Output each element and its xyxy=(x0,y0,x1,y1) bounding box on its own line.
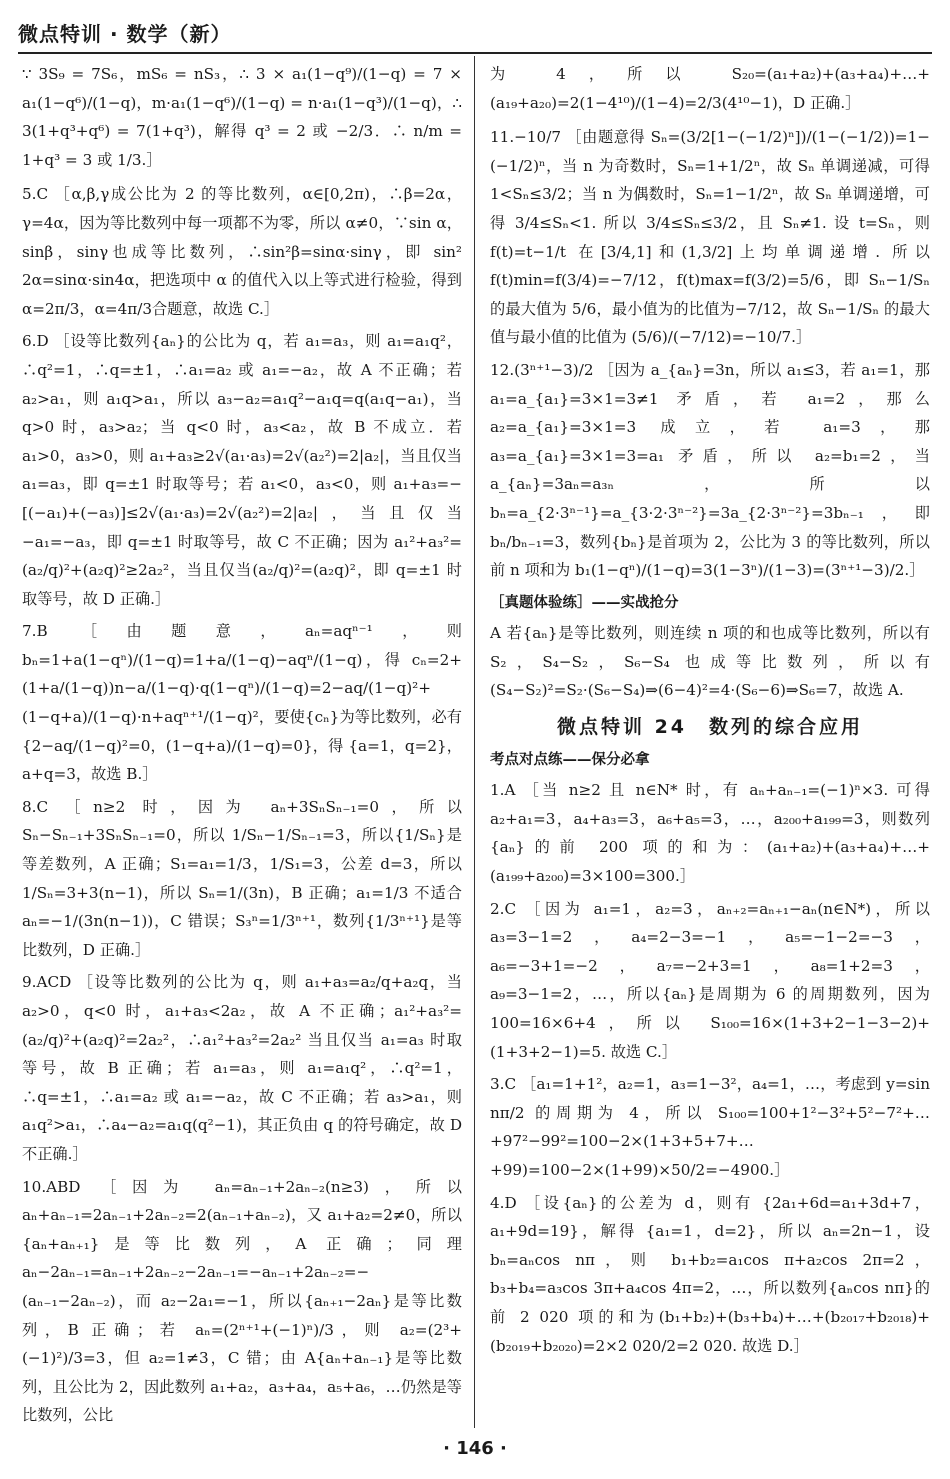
section24-answer-3: 3.C ［a₁=1+1²，a₂=1，a₃=1−3²，a₄=1，…，考虑到 y=sin nπ/2 的周期为 4，所以 S₁₀₀=100+1²−3²+5²−7²+…+97²−99²=100−2×(1+3+5+7+…+99)=100−2×(1+99)×50/2=−4900.］ xyxy=(490,1075,930,1179)
answer-12: 12.(3ⁿ⁺¹−3)/2 ［因为 a_{aₙ}=3n，所以 a₁≤3，若 a₁=1，那 a₁=a_{a₁}=3×1=3≠1 矛盾，若 a₁=2，那么 a₂=a_{a₁}=3×1=3 成立，若 a₁=3，那 a₃=a_{a₁}=3×1=3=a₁ 矛盾，所以 a₂=b₁=2，当 a_{aₙ}=3aₙ=a₃ₙ，所以 bₙ=a_{2·3ⁿ⁻¹}=a_{3·2·3ⁿ⁻²}=3a_{2·3ⁿ⁻²}=3bₙ₋₁，即 bₙ/bₙ₋₁=3，数列{bₙ}是首项为 2，公比为 3 的等比数列，所以前 n 项和为 b₁(1−qⁿ)/(1−q)=3(1−3ⁿ)/(1−3)=(3ⁿ⁺¹−3)/2.］ xyxy=(490,360,930,580)
answer-4-continued: ∵ 3S₉ = 7S₆，mS₆ = nS₃，∴ 3 × a₁(1−q⁹)/(1−q) = 7 × a₁(1−q⁶)/(1−q)，m·a₁(1−q⁶)/(1−q) = n·a₁(1−q³)/(1−q)，∴ 3(1+q³+q⁶) = 7(1+q³)，解得 q³ = 2 或 −2/3．∴ n/m = 1+q³ = 3 或 1/3.］ xyxy=(22,65,462,169)
answer-11: 11.−10/7 ［由题意得 Sₙ=(3/2[1−(−1/2)ⁿ])/(1−(−1/2))=1−(−1/2)ⁿ，当 n 为奇数时，Sₙ=1+1/2ⁿ，故 Sₙ 单调递减，可得 1<Sₙ≤3/2；当 n 为偶数时，Sₙ=1−1/2ⁿ，故 Sₙ 单调递增，可得 3/4≤Sₙ<1. 所以 3/4≤Sₙ≤3/2，且 Sₙ≠1. 设 t=Sₙ，则 f(t)=t−1/t 在[3/4,1]和(1,3/2]上均单调递增. 所以 f(t)min=f(3/4)=−7/12，f(t)max=f(3/2)=5/6，即 Sₙ−1/Sₙ 的最大值为 5/6，最小值为的比值为−7/12，故 Sₙ−1/Sₙ 的最大值与最小值的比值为 (5/6)/(−7/12)=−10/7.］ xyxy=(490,128,930,347)
section24-answer-4: 4.D ［设{aₙ}的公差为 d，则有 {2a₁+6d=a₁+3d+7，a₁+9d=19}，解得 {a₁=1，d=2}，所以 aₙ=2n−1，设 bₙ=aₙcos nπ，则 b₁+b₂=a₁cos π+a₂cos 2π=2，b₃+b₄=a₃cos 3π+a₄cos 4π=2，…，所以数列{aₙcos nπ}的前 2 020 项的和为(b₁+b₂)+(b₃+b₄)+…+(b₂₀₁₇+b₂₀₁₈)+(b₂₀₁₉+b₂₀₂₀)=2×2 020/2=2 020. 故选 D.］ xyxy=(490,1193,930,1355)
section24-answer-1: 1.A ［当 n≥2 且 n∈N* 时，有 aₙ+aₙ₋₁=(−1)ⁿ×3. 可得 a₂+a₁=3，a₄+a₃=3，a₆+a₅=3，…，a₂₀₀+a₁₉₉=3，则数列{aₙ}的前 200 项的和为：(a₁+a₂)+(a₃+a₄)+…+(a₁₉₉+a₂₀₀)=3×100=300.］ xyxy=(490,781,930,886)
answer-5: 5.C ［α,β,γ成公比为 2 的等比数列，α∈[0,2π)，∴β=2α，γ=4α，因为等比数列中每一项都不为零，所以 α≠0，∵sin α，sinβ，sinγ也成等比数列，∴sin²β=sinα·sinγ，即 sin² 2α=sinα·sin4α，把选项中 α 的值代入以上等式进行检验，得到 α=2π/3，α=4π/3合题意，故选 C.］ xyxy=(22,185,462,318)
header-title: 微点特训 · 数学（新） xyxy=(18,22,232,46)
answer-10: 10.ABD ［因为 aₙ=aₙ₋₁+2aₙ₋₂(n≥3)，所以 aₙ+aₙ₋₁=2aₙ₋₁+2aₙ₋₂=2(aₙ₋₁+aₙ₋₂)，又 a₁+a₂=2≠0，所以{aₙ+aₙ₊₁}是等比数列，A 正确；同理 aₙ−2aₙ₋₁=aₙ₋₁+2aₙ₋₂−2aₙ₋₁=−aₙ₋₁+2aₙ₋₂=−(aₙ₋₁−2aₙ₋₂)，而 a₂−2a₁=−1，所以{aₙ₊₁−2aₙ}是等比数列，B 正确；若 aₙ=(2ⁿ⁺¹+(−1)ⁿ)/3，则 a₂=(2³+(−1)²)/3=3，但 a₂=1≠3，C 错；由 A{aₙ+aₙ₋₁}是等比数列，且公比为 2，因此数列 a₁+a₂，a₃+a₄，a₅+a₆，…仍然是等比数列，公比 xyxy=(22,1177,462,1425)
page-number: · 146 · xyxy=(443,1438,507,1459)
left-column xyxy=(22,60,462,1434)
answer-6: 6.D ［设等比数列{aₙ}的公比为 q，若 a₁=a₃，则 a₁=a₁q²，∴q²=1，∴q=±1，∴a₁=a₂ 或 a₁=−a₂，故 A 不正确；若 a₂>a₁，则 a₁q>a₁，所以 a₃−a₂=a₁q²−a₁q=q(a₁q−a₁)，当 q>0 时，a₃>a₂；当 q<0 时，a₃<a₂，故 B 不成立．若 a₁>0，a₃>0，则 a₁+a₃≥2√(a₁·a₃)=2√(a₂²)=2|a₂|，当且仅当 a₁=a₃，即 q=±1 时取等号；若 a₁<0，a₃<0，则 a₁+a₃=−[(−a₁)+(−a₃)]≤2√(a₁·a₃)=2√(a₂²)=2|a₂|，当且仅当−a₁=−a₃，即 q=±1 时取等号，故 C 不正确；因为 a₁²+a₃²=(a₂/q)²+(a₂q)²≥2a₂²，当且仅当(a₂/q)²=(a₂q)²，即 q=±1 时取等号，故 D 正确.］ xyxy=(22,332,462,608)
answer-7: 7.B ［由题意，aₙ=aqⁿ⁻¹，则 bₙ=1+a(1−qⁿ)/(1−q)=1+a/(1−q)−aqⁿ/(1−q)，得 cₙ=2+(1+a/(1−q))n−a/(1−q)·q(1−qⁿ)/(1−q)=2−aq/(1−q)²+(1−q+a)/(1−q)·n+aqⁿ⁺¹/(1−q)²，要使{cₙ}为等比数列，必有 {2−aq/(1−q)²=0，(1−q+a)/(1−q)=0}，得 {a=1，q=2}，a+q=3，故选 B.］ xyxy=(22,622,462,784)
subsection-heading-zhenti: ［真题体验练］——实战抢分 xyxy=(490,594,679,611)
column-divider xyxy=(474,56,475,1428)
answer-10-continued: 为 4，所以 S₂₀=(a₁+a₂)+(a₃+a₄)+…+(a₁₉+a₂₀)=2(1−4¹⁰)/(1−4)=2/3(4¹⁰−1)，D 正确.］ xyxy=(490,65,930,112)
answer-8: 8.C ［n≥2 时，因为 aₙ+3SₙSₙ₋₁=0，所以 Sₙ−Sₙ₋₁+3SₙSₙ₋₁=0，所以 1/Sₙ−1/Sₙ₋₁=3，所以{1/Sₙ}是等差数列，A 正确；S₁=a₁=1/3，1/S₁=3，公差 d=3，所以 1/Sₙ=3+3(n−1)，所以 Sₙ=1/(3n)，B 正确；a₁=1/3 不适合 aₙ=−1/(3n(n−1))，C 错误；S₃ⁿ=1/3ⁿ⁺¹，数列{1/3ⁿ⁺¹}是等比数列，D 正确.］ xyxy=(22,797,462,959)
subsection-heading-kaodian: 考点对点练——保分必拿 xyxy=(490,751,650,768)
section-title-24: 微点特训 24 数列的综合应用 xyxy=(556,716,864,739)
right-column xyxy=(490,60,930,1364)
answer-9: 9.ACD ［设等比数列的公比为 q，则 a₁+a₃=a₂/q+a₂q，当 a₂>0，q<0 时，a₁+a₃<2a₂，故 A 不正确；a₁²+a₃²=(a₂/q)²+(a₂q)²=2a₂²，∴a₁²+a₃²=2a₂² 当且仅当 a₁=a₃ 时取等号，故 B 正确；若 a₁=a₃，则 a₁=a₁q²，∴q²=1，∴q=±1，∴a₁=a₂ 或 a₁=−a₂，故 C 不正确；若 a₃>a₁，则 a₁q²>a₁，∴a₄−a₂=a₁q(q²−1)，其正负由 q 的符号确定，故 D 不正确.］ xyxy=(22,973,462,1163)
page-header xyxy=(18,8,932,54)
answer-zhenti: A 若{aₙ}是等比数列，则连续 n 项的和也成等比数列，所以有 S₂，S₄−S₂，S₆−S₄ 也成等比数列，所以有(S₄−S₂)²=S₂·(S₆−S₄)⇒(6−4)²=4·(S₆−6)⇒S₆=7，故选 A. xyxy=(490,624,930,700)
section24-answer-2: 2.C ［因为 a₁=1，a₂=3，aₙ₊₂=aₙ₊₁−aₙ(n∈N*)，所以 a₃=3−1=2，a₄=2−3=−1，a₅=−1−2=−3，a₆=−3+1=−2，a₇=−2+3=1，a₈=1+2=3，a₉=3−1=2，…，所以{aₙ}是周期为 6 的周期数列，因为 100=16×6+4，所以 S₁₀₀=16×(1+3+2−1−3−2)+(1+3+2−1)=5. 故选 C.］ xyxy=(490,899,930,1061)
